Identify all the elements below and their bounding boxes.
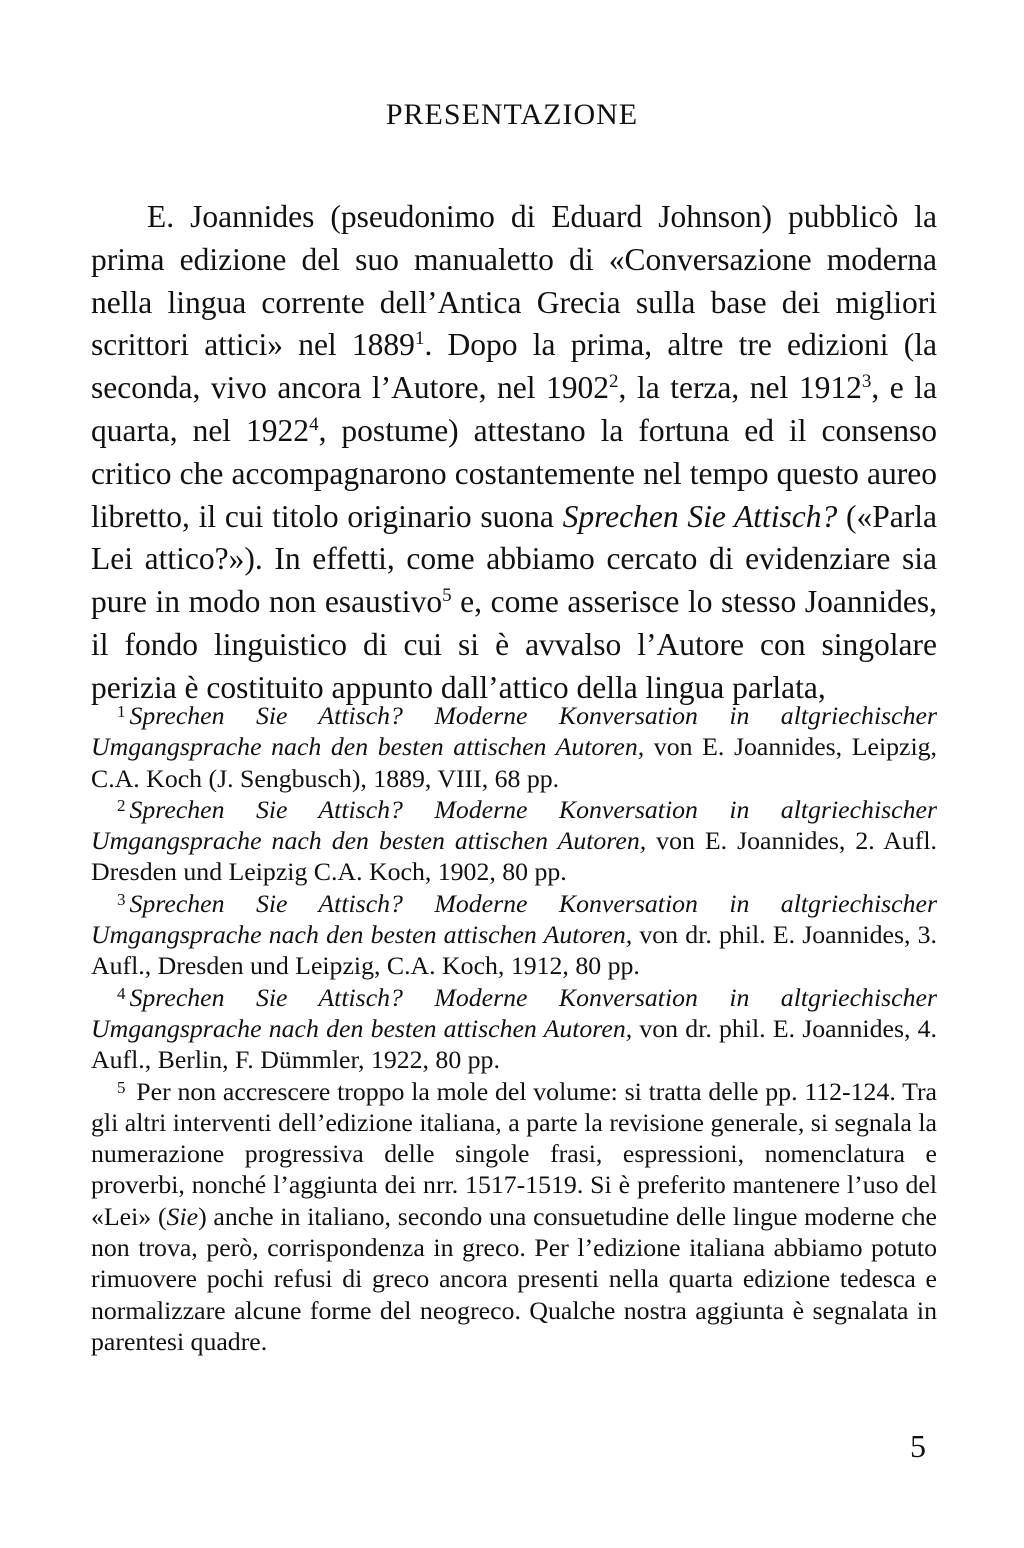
original-title: Sprechen Sie Attisch? [562, 498, 838, 534]
footnote-number: 4 [117, 983, 126, 1003]
footnote-italic: Sprechen Sie Attisch? Moderne Konversation in altgriechischer Umgangsprache nach den besten attischen Autoren, [91, 701, 937, 762]
page-number: 5 [910, 1428, 926, 1464]
footnote-text: Per non accrescere troppo la mole del volume: si tratta delle pp. 112-124. Tra gli altri interventi dell’edizione italiana, a parte la revisione generale, si segnala la numerazione progressiva delle singole frasi, espressioni, nomenclatura e proverbi, nonché l’aggiunta dei nrr. 1517-1519. Si è preferito mantenere l’uso del «Lei» ( [91, 1076, 937, 1231]
footnote-ref-4[interactable]: 4 [309, 413, 319, 435]
footnote-text: ) anche in italiano, secondo una consuetudine delle lingue moderne che non trova, però, corrispondenza in greco. Per l’edizione italiana abbiamo potuto rimuovere pochi refusi di greco ancora presenti nella quarta edizione tedesca e normalizzare alcune forme del neogreco. Qualche nostra aggiunta è segnalata in parentesi quadre. [91, 1201, 937, 1356]
footnote-ref-3[interactable]: 3 [861, 371, 872, 393]
body-text-3: , la terza, nel 1912 [618, 370, 862, 406]
footnote-text: von E. Joannides, Leipzig, C.A. Koch (J. Sengbusch), 1889, VIII, 68 pp. [91, 732, 937, 793]
body-text-2: . Dopo la prima, altre tre edizioni (la seconda, vivo ancora l’Autore, nel 1902 [91, 327, 938, 406]
footnote-text: von E. Joannides, 2. Aufl. Dresden und Leipzig C.A. Koch, 1902, 80 pp. [91, 826, 937, 887]
footnote-number: 2 [117, 795, 126, 815]
body-text-4: , e la quarta, nel 1922 [91, 370, 938, 448]
footnote-italic: Sie [166, 1201, 199, 1231]
footnote-text: von dr. phil. E. Joannides, 3. Aufl., Dresden und Leipzig, C.A. Koch, 1912, 80 pp. [91, 920, 937, 981]
body-paragraph [91, 196, 937, 710]
footnote-italic: Sprechen Sie Attisch? Moderne Konversation in altgriechischer Umgangsprache nach den besten attischen Autoren, [91, 794, 937, 856]
footnote-5 [91, 1076, 937, 1358]
footnote-text: von dr. phil. E. Joannides, 4. Aufl., Berlin, F. Dümmler, 1922, 80 pp. [91, 1013, 937, 1075]
body-text-7: e, come asserisce lo stesso Joannides, il fondo linguistico di cui si è avvalso l’Autore con singolare perizia è costituito appunto dall’attico della lingua parlata, [91, 584, 937, 705]
body-text-5: , postume) attestano la fortuna ed il consenso critico che accompagnarono costantemente nel tempo questo aureo libretto, il cui titolo originario suona [91, 412, 938, 534]
footnote-italic: Sprechen Sie Attisch? Moderne Konversation in altgriechischer Umgangsprache nach den besten attischen Autoren, [91, 982, 937, 1043]
body-text-1: E. Joannides (pseudonimo di Eduard Johnson) pubblicò la prima edizione del suo manualetto di «Conversazione moderna nella lingua corrente dell’Antica Grecia sulla base dei migliori scrittori attici» nel 1889 [91, 199, 937, 363]
footnote-ref-2[interactable]: 2 [609, 371, 619, 393]
footnote-1 [91, 700, 937, 794]
footnotes [91, 700, 937, 1357]
footnote-4 [91, 982, 937, 1076]
footnote-number: 5 [117, 1077, 126, 1097]
footnote-italic: Sprechen Sie Attisch? Moderne Konversation in altgriechischer Umgangsprache nach den besten attischen Autoren, [91, 888, 937, 950]
footnote-2 [91, 794, 937, 888]
body-text-6: («Parla Lei attico?»). In effetti, come abbiamo cercato di evidenziare sia pure in modo non esaustivo [91, 498, 937, 620]
footnote-ref-1[interactable]: 1 [414, 328, 425, 350]
footnote-ref-5[interactable]: 5 [442, 585, 452, 607]
page-title: PRESENTAZIONE [385, 98, 639, 131]
footnote-number: 3 [117, 889, 126, 909]
footnote-number: 1 [117, 702, 126, 721]
footnote-3 [91, 888, 937, 982]
